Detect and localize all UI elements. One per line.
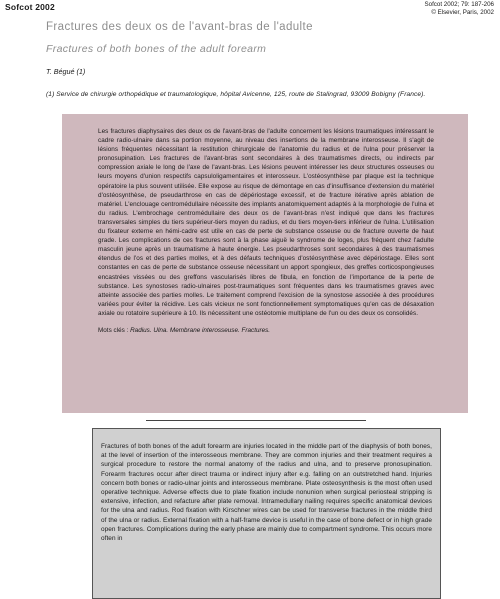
article-title-english: Fractures of both bones of the adult forearm xyxy=(46,43,267,55)
article-title-french: Fractures des deux os de l'avant-bras de l'adulte xyxy=(46,21,313,33)
keywords-line xyxy=(98,326,434,335)
abstract-french-box xyxy=(62,114,468,413)
citation-info xyxy=(425,1,495,17)
journal-name: Sofcot 2002 xyxy=(5,2,55,12)
affiliation: (1) Service de chirurgie orthopédique et traumatologique, hôpital Avicenne, 125, route de Stalingrad, 93009 Bobigny (France). xyxy=(46,91,426,98)
keywords-label: Mots clés : xyxy=(98,326,129,334)
keywords-list: Radius. Ulna. Membrane interosseuse. Fractures. xyxy=(130,326,271,334)
citation-line: Sofcot 2002; 79: 187-206 xyxy=(424,1,494,8)
abstract-french-text: Les fractures diaphysaires des deux os de l'avant-bras de l'adulte concernent les lésions traumatiques intéressant le cadre radio-ulnaire dans sa portion moyenne, au niveau des insertions de la membrane interosseuse. Il s'agit de lésions fréquentes nécessitant la restitution chirurgicale de l'anatomie du radius et de l'ulna pour préserver la pronosupination. Les fractures de l'avant-bras sont secondaires à des traumatismes directs, ou indirects par compression axiale le long de l'axe de l'avant-bras. Les lésions peuvent intéresser les deux structures osseuses ou leurs moyens d'union respectifs capsuloligamentaires et interosseux. L'ostéosynthèse par plaque est la technique opératoire la plus souvent utilisée. Elle expose au risque de démontage en cas d'insuffisance d'extension du matériel d'ostéosynthèse, de pseudarthrose en cas de dépériostage excessif, et de fracture itérative après ablation de matériel. L'enclouage centromédullaire nécessite des implants anatomiquement adaptés à la morphologie de l'ulna et du radius. L'embrochage centromédullaire des deux os de l'avant-bras n'est indiqué que dans les fractures transversales simples du tiers supérieur-tiers moyen du radius, et du tiers moyen-tiers inférieur de l'ulna. L'utilisation du fixateur externe en hémi-cadre est utile en cas de perte de substance osseuse ou de fracture ouverte de haut grade. Les complications de ces fractures sont à la phase aiguë le syndrome de loges, plus fréquent chez l'adulte masculin jeune après un traumatisme à haute énergie. Les pseudarthroses sont secondaires à des traumatismes étendus de l'os et des parties molles, et à des défauts techniques d'ostéosynthèse avec dépériostage. Elles sont constantes en cas de perte de substance osseuse nécessitant un apport spongieux, des greffes corticospongieuses encastrées vissées ou des greffons vascularisés libres de fibula, en fonction de l'importance de la perte de substance. Les synostoses radio-ulnaires post-traumatiques sont fréquentes dans les traumatismes graves avec atteinte associée des parties molles. Le traitement comprend l'excision de la synostose associée à des procédures variées pour éviter la récidive. Les cals vicieux ne sont fonctionnellement symptomatiques qu'en cas de désaxation axiale ou rotatoire supérieure à 10. Ils nécessitent une ostéotomie multiplane de l'un ou des deux os consolidés. xyxy=(98,128,434,317)
copyright-line: © Elsevier, Paris, 2002 xyxy=(431,9,494,16)
author-line: T. Bégué (1) xyxy=(46,67,86,76)
abstract-english-box xyxy=(92,428,441,599)
section-divider xyxy=(146,420,366,421)
abstract-english-text: Fractures of both bones of the adult forearm are injuries located in the middle part of the diaphysis of both bones, at the level of insertion of the interosseous membrane. They are common injuries and their treatment requires a surgical procedure to restore the normal anatomy of the radius and ulna, and to preserve pronosupination. Forearm fractures occur after direct trauma or indirect injury after e.g. falling on an outstretched hand. Injuries concern both bones or radio-ulnar joints and interosseous membrane. Plate osteosynthesis is the most often used operative technique. Adverse effects due to plate fixation include nonunion when surgical periosteal stripping is extensive, infection, and refacture after plate removal. Intramedullary nailing requires specific anatomical devices for the ulna and radius. Rod fixation with Kirschner wires can be used for transverse fractures in the middle third of the ulna or radius. External fixation with a half-frame device is useful in the case of bone defect or in high grade open fractures. Complications during the early phase are mainly due to compartment syndrome. This occurs more often in xyxy=(101,443,432,543)
